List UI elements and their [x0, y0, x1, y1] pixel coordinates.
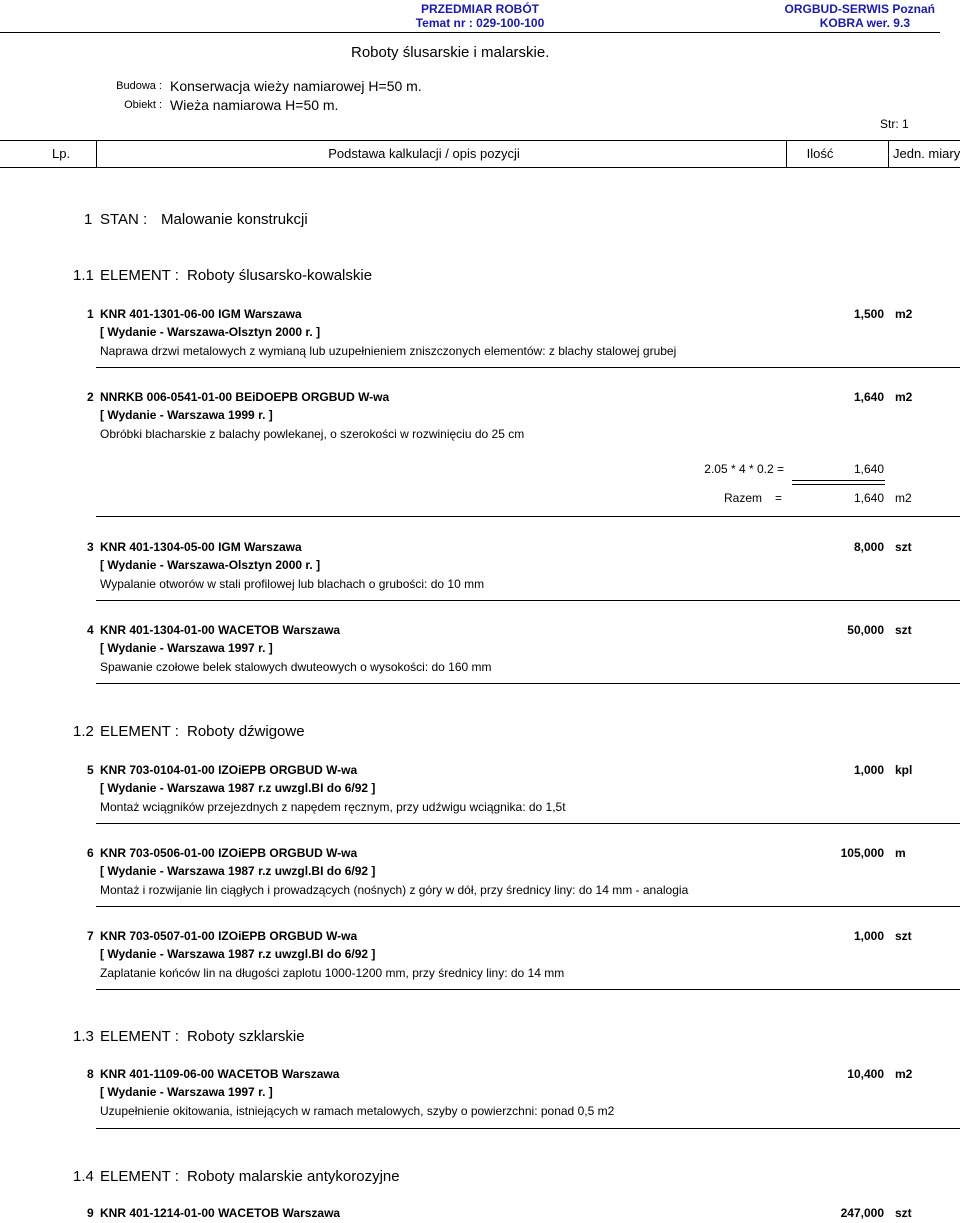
page-number: Str: 1 — [880, 117, 909, 131]
item-description: Spawanie czołowe belek stalowych dwuteowych o wysokości: do 160 mm — [100, 660, 492, 674]
item-lp: 3 — [87, 540, 94, 554]
table-header-bottom — [0, 167, 960, 168]
item-quantity: 247,000 — [840, 1206, 884, 1220]
col-unit: Jedn. miary — [893, 146, 960, 161]
stan-name: Malowanie konstrukcji — [161, 211, 308, 228]
item-quantity: 1,000 — [853, 929, 884, 943]
item-unit: szt — [895, 623, 912, 637]
element-name: Roboty malarskie antykorozyjne — [187, 1168, 400, 1185]
item-code: KNR 401-1304-05-00 IGM Warszawa — [100, 540, 302, 554]
col-divider — [786, 140, 787, 167]
item-unit: kpl — [895, 763, 913, 777]
stan-label: STAN : — [100, 211, 148, 228]
sum-value: 1,640 — [853, 491, 884, 505]
item-unit: szt — [895, 1206, 912, 1220]
topic-number: Temat nr : 029-100-100 — [415, 16, 545, 30]
item-code: KNR 703-0507-01-00 IZOiEPB ORGBUD W-wa — [100, 929, 358, 943]
item-edition: [ Wydanie - Warszawa 1997 r. ] — [100, 1085, 273, 1099]
calc-formula: 2.05 * 4 * 0.2 = — [704, 462, 784, 476]
item-lp: 6 — [87, 846, 94, 860]
software-version: KOBRA wer. 9.3 — [819, 16, 910, 30]
item-separator — [96, 1128, 960, 1129]
element-number: 1.3 — [73, 1028, 94, 1045]
item-code: KNR 401-1301-06-00 IGM Warszawa — [100, 307, 302, 321]
stan-number: 1 — [84, 211, 93, 228]
header-divider — [0, 32, 940, 33]
obiekt-value: Wieża namiarowa H=50 m. — [170, 97, 339, 113]
item-description: Zaplatanie końców lin na długości zaplotu 1000-1200 mm, przy średnicy liny: do 14 mm — [100, 966, 565, 980]
item-code: KNR 703-0104-01-00 IZOiEPB ORGBUD W-wa — [100, 763, 358, 777]
item-edition: [ Wydanie - Warszawa 1987 r.z uwzgl.BI do 6/92 ] — [100, 947, 376, 961]
obiekt-label: Obiekt : — [124, 99, 162, 111]
element-label: ELEMENT : — [100, 1028, 179, 1045]
item-code: NNRKB 006-0541-01-00 BEiDOEPB ORGBUD W-wa — [100, 390, 390, 404]
item-description: Montaż i rozwijanie lin ciągłych i prowadzących (nośnych) z góry w dół, przy średnicy liny: do 14 mm - analogia — [100, 883, 689, 897]
item-edition: [ Wydanie - Warszawa-Olsztyn 2000 r. ] — [100, 325, 321, 339]
item-lp: 4 — [87, 623, 94, 637]
item-code: KNR 401-1109-06-00 WACETOB Warszawa — [100, 1067, 340, 1081]
item-separator — [96, 989, 960, 990]
item-separator — [96, 906, 960, 907]
element-name: Roboty ślusarsko-kowalskie — [187, 267, 373, 284]
col-divider — [888, 140, 889, 167]
item-lp: 7 — [87, 929, 94, 943]
calc-underline — [792, 480, 885, 481]
item-edition: [ Wydanie - Warszawa 1987 r.z uwzgl.BI do 6/92 ] — [100, 781, 376, 795]
item-quantity: 1,640 — [853, 390, 884, 404]
item-unit: m — [895, 846, 906, 860]
item-description: Uzupełnienie okitowania, istniejących w ramach metalowych, szyby o powierzchni: ponad 0,5 m2 — [100, 1104, 615, 1118]
element-number: 1.1 — [73, 267, 94, 284]
item-code: KNR 703-0506-01-00 IZOiEPB ORGBUD W-wa — [100, 846, 358, 860]
item-lp: 2 — [87, 390, 94, 404]
item-description: Obróbki blacharskie z balachy powlekanej, o szerokości w rozwinięciu do 25 cm — [100, 427, 525, 441]
item-unit: m2 — [895, 1067, 913, 1081]
item-description: Wypalanie otworów w stali profilowej lub blachach o grubości: do 10 mm — [100, 577, 485, 591]
col-description: Podstawa kalkulacji / opis pozycji — [328, 146, 520, 161]
table-header-top — [0, 140, 960, 141]
item-edition: [ Wydanie - Warszawa-Olsztyn 2000 r. ] — [100, 558, 321, 572]
item-lp: 8 — [87, 1067, 94, 1081]
item-code: KNR 401-1304-01-00 WACETOB Warszawa — [100, 623, 341, 637]
item-quantity: 10,400 — [847, 1067, 884, 1081]
element-label: ELEMENT : — [100, 267, 179, 284]
item-unit: szt — [895, 929, 912, 943]
item-separator — [96, 516, 960, 517]
element-number: 1.2 — [73, 723, 94, 740]
element-label: ELEMENT : — [100, 1168, 179, 1185]
item-edition: [ Wydanie - Warszawa 1987 r.z uwzgl.BI do 6/92 ] — [100, 864, 376, 878]
element-label: ELEMENT : — [100, 723, 179, 740]
item-unit: m2 — [895, 390, 913, 404]
sum-equals: = — [775, 491, 783, 505]
budowa-value: Konserwacja wieży namiarowej H=50 m. — [170, 78, 422, 94]
item-separator — [96, 683, 960, 684]
item-quantity: 8,000 — [853, 540, 884, 554]
item-description: Naprawa drzwi metalowych z wymianą lub uzupełnieniem zniszczonych elementów: z blachy stalowej grubej — [100, 344, 677, 358]
item-edition: [ Wydanie - Warszawa 1999 r. ] — [100, 408, 273, 422]
document-title: Roboty ślusarskie i malarskie. — [351, 44, 550, 61]
element-name: Roboty dźwigowe — [187, 723, 305, 740]
col-lp: Lp. — [52, 146, 71, 161]
calc-value: 1,640 — [853, 462, 884, 476]
element-name: Roboty szklarskie — [187, 1028, 305, 1045]
calc-underline — [792, 484, 885, 485]
sum-unit: m2 — [895, 491, 912, 505]
item-description: Montaż wciągników przejezdnych z napędem ręcznym, przy udźwigu wciągnika: do 1,5t — [100, 800, 566, 814]
item-quantity: 50,000 — [847, 623, 884, 637]
item-separator — [96, 823, 960, 824]
item-separator — [96, 600, 960, 601]
item-unit: szt — [895, 540, 912, 554]
item-lp: 1 — [87, 307, 94, 321]
item-code: KNR 401-1214-01-00 WACETOB Warszawa — [100, 1206, 341, 1220]
item-unit: m2 — [895, 307, 913, 321]
company-name: ORGBUD-SERWIS Poznań — [784, 2, 935, 16]
doc-type-label: PRZEDMIAR ROBÓT — [421, 2, 539, 16]
sum-label: Razem — [724, 491, 763, 505]
budowa-label: Budowa : — [116, 80, 162, 92]
col-quantity: Ilość — [806, 146, 834, 161]
item-lp: 5 — [87, 763, 94, 777]
item-lp: 9 — [87, 1206, 94, 1220]
item-separator — [96, 367, 960, 368]
item-edition: [ Wydanie - Warszawa 1997 r. ] — [100, 641, 273, 655]
element-number: 1.4 — [73, 1168, 94, 1185]
item-quantity: 1,000 — [853, 763, 884, 777]
item-quantity: 1,500 — [853, 307, 884, 321]
item-quantity: 105,000 — [840, 846, 884, 860]
